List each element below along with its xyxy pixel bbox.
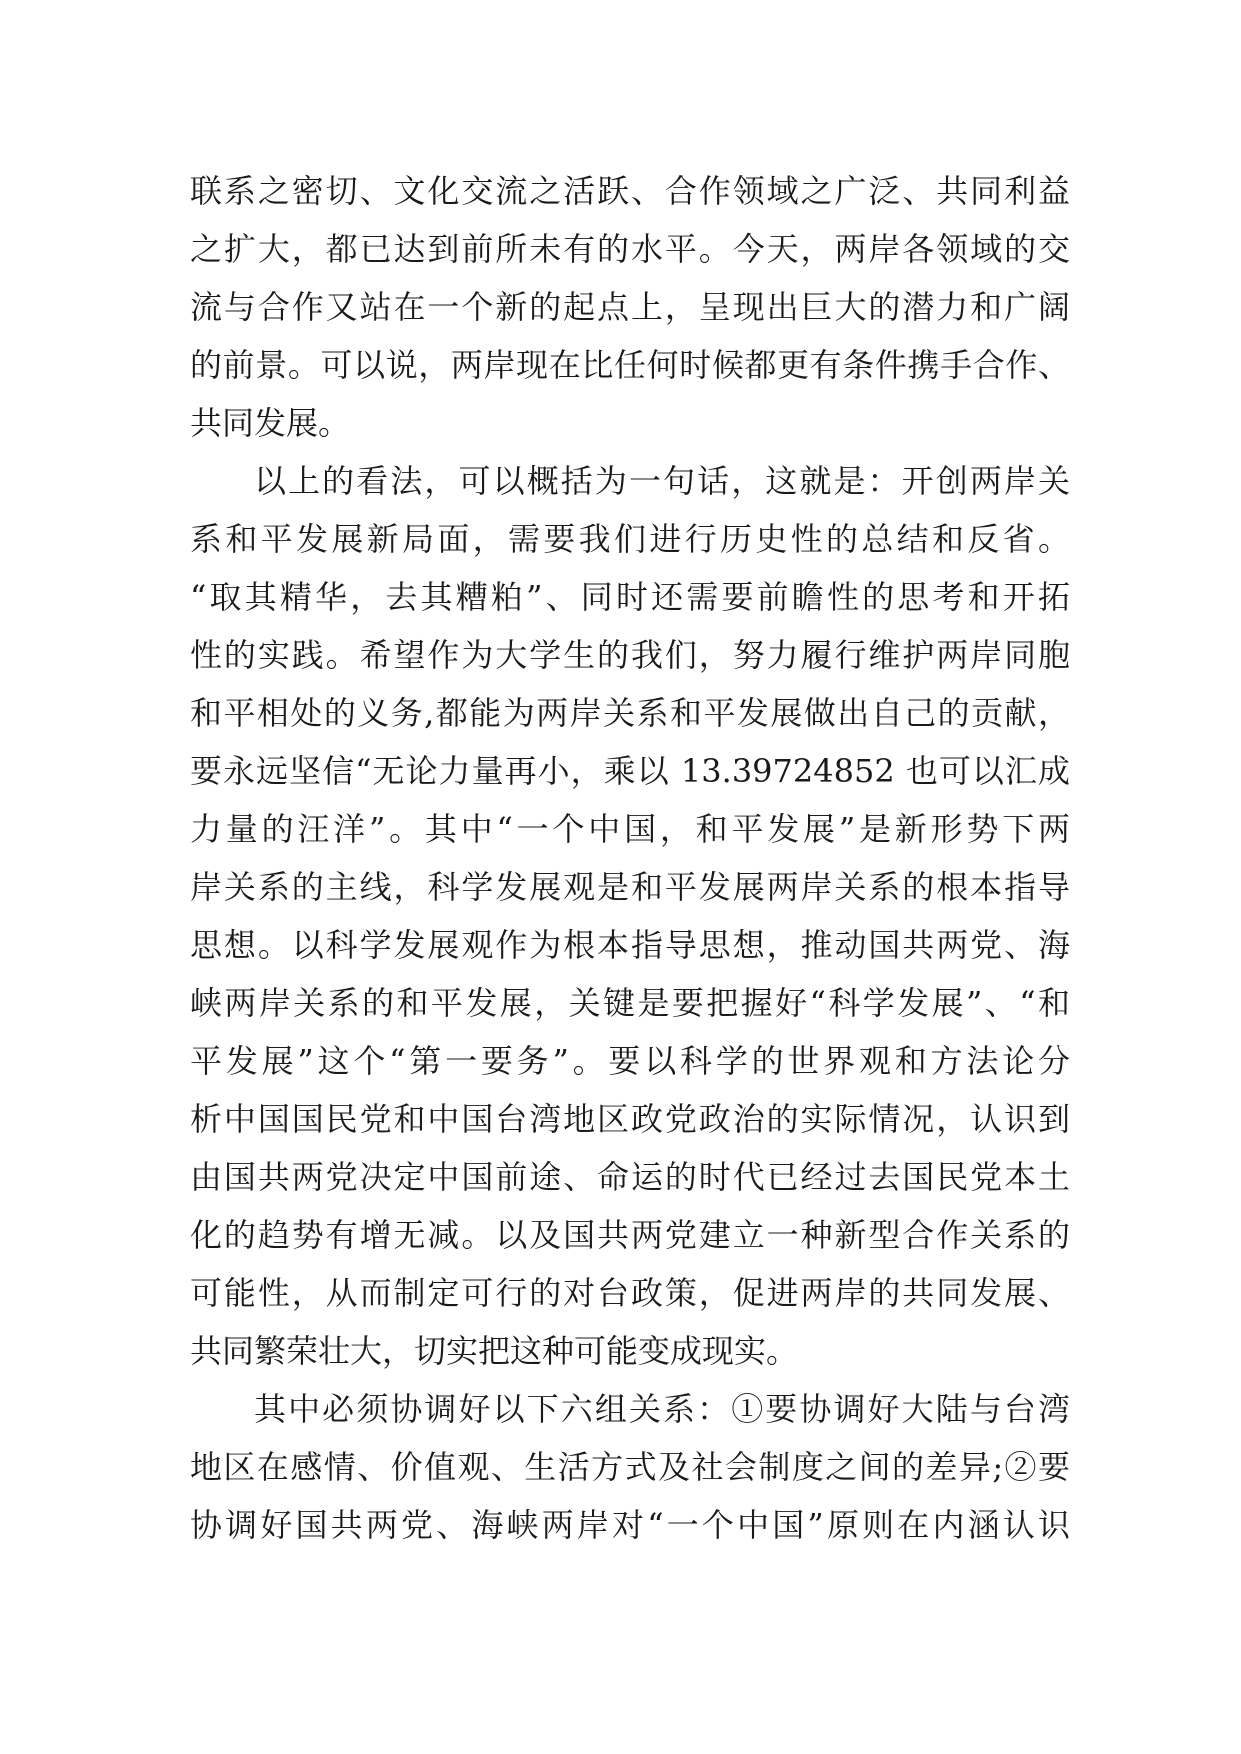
text-line: 思想。以科学发展观作为根本指导思想，推动国共两党、海 (190, 926, 1070, 964)
text-line: 流与合作又站在一个新的起点上，呈现出巨大的潜力和广阔 (190, 288, 1070, 326)
text-line: 和平相处的义务,都能为两岸关系和平发展做出自己的贡献， (190, 694, 1070, 732)
text-line: “取其精华，去其糟粕”、同时还需要前瞻性的思考和开拓 (190, 578, 1070, 616)
text-line: 地区在感情、价值观、生活方式及社会制度之间的差异;②要 (190, 1448, 1070, 1486)
text-line: 性的实践。希望作为大学生的我们，努力履行维护两岸同胞 (190, 636, 1070, 674)
text-line: 由国共两党决定中国前途、命运的时代已经过去国民党本土 (190, 1158, 1070, 1196)
text-line: 联系之密切、文化交流之活跃、合作领域之广泛、共同利益 (190, 172, 1070, 210)
text-line: 要永远坚信“无论力量再小，乘以 13.39724852 也可以汇成 (190, 752, 1070, 790)
text-line: 之扩大，都已达到前所未有的水平。今天，两岸各领域的交 (190, 230, 1070, 268)
text-line: 岸关系的主线，科学发展观是和平发展两岸关系的根本指导 (190, 868, 1070, 906)
text-line: 共同发展。 (190, 404, 351, 442)
text-line: 其中必须协调好以下六组关系：①要协调好大陆与台湾 (254, 1390, 1070, 1428)
text-line: 系和平发展新局面，需要我们进行历史性的总结和反省。 (190, 520, 1070, 558)
text-line: 可能性，从而制定可行的对台政策，促进两岸的共同发展、 (190, 1274, 1070, 1312)
body-text (190, 162, 1070, 1554)
text-line: 力量的汪洋”。其中“一个中国，和平发展”是新形势下两 (190, 810, 1070, 848)
text-line: 的前景。可以说，两岸现在比任何时候都更有条件携手合作、 (190, 346, 1070, 384)
text-line: 协调好国共两党、海峡两岸对“一个中国”原则在内涵认识 (190, 1506, 1070, 1544)
text-line: 峡两岸关系的和平发展，关键是要把握好“科学发展”、“和 (190, 984, 1070, 1022)
text-line: 平发展”这个“第一要务”。要以科学的世界观和方法论分 (190, 1042, 1070, 1080)
text-line: 以上的看法，可以概括为一句话，这就是：开创两岸关 (254, 462, 1070, 500)
text-line: 共同繁荣壮大，切实把这种可能变成现实。 (190, 1332, 799, 1370)
text-line: 析中国国民党和中国台湾地区政党政治的实际情况，认识到 (190, 1100, 1070, 1138)
text-line: 化的趋势有增无减。以及国共两党建立一种新型合作关系的 (190, 1216, 1070, 1254)
